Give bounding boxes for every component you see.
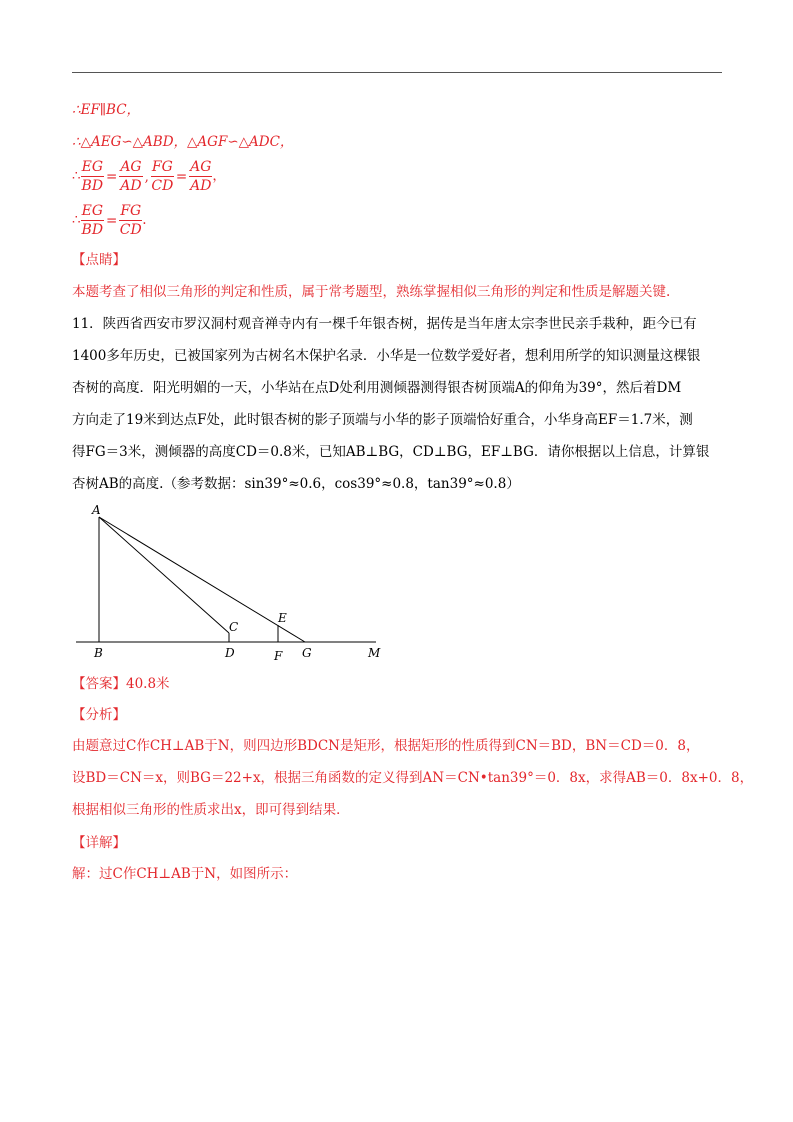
label-g: G xyxy=(302,646,312,660)
comment-text: 本题考查了相似三角形的判定和性质，属于常考题型，熟练掌握相似三角形的判定和性质是解题关键. xyxy=(72,284,671,300)
therefore-symbol: ∴ xyxy=(72,168,81,184)
problem-statement xyxy=(72,308,724,500)
answer-line xyxy=(72,674,170,694)
answer-value: 40.8米 xyxy=(126,676,170,692)
label-m: M xyxy=(368,646,381,660)
header-rule xyxy=(72,72,722,73)
analysis-line-3: 根据相似三角形的性质求出x，即可得到结果． xyxy=(72,802,350,818)
label-a: A xyxy=(92,503,101,517)
problem-line-5: 得FG＝3米，测倾器的高度CD＝0.8米，已知AB⊥BG，CD⊥BG，EF⊥BG．请你根据以上信息，计算银 xyxy=(72,444,710,460)
answer-header: 【答案】 xyxy=(72,676,126,692)
comment-header: 【点睛】 xyxy=(72,252,126,268)
analysis-line-2: 设BD＝CN＝x，则BG＝22+x，根据三角函数的定义得到AN＝CN•tan39°＝0．8x，求得AB＝0．8x+0．8， xyxy=(72,770,754,786)
analysis-line-1: 由题意过C作CH⊥AB于N，则四边形BDCN是矩形，根据矩形的性质得到CN＝BD，BN＝CD＝0．8， xyxy=(72,738,700,754)
fraction-fg-cd: $\frac{FG}{CD}$ xyxy=(151,159,174,194)
problem-line-1: 11．陕西省西安市罗汉洞村观音禅寺内有一棵千年银杏树，据传是当年唐太宗李世民亲手栽种，距今已有 xyxy=(72,316,697,332)
line-fraction-ratios: ∴ $\frac{EG}{BD}$ = $\frac{AG}{AD}$ , $\frac{FG}{CD}$ = $\frac{AG}{AD}$ ， xyxy=(72,159,226,194)
fraction-ag-ad-2: $\frac{AG}{AD}$ xyxy=(190,159,212,194)
geometry-diagram xyxy=(72,500,392,665)
sight-line-ac xyxy=(99,517,229,633)
problem-line-6: 杏树AB的高度.（参考数据：sin39°≈0.6，cos39°≈0.8，tan39°≈0.8） xyxy=(72,476,520,492)
problem-line-3: 杏树的高度．阳光明媚的一天，小华站在点D处利用测倾器测得银杏树顶端A的仰角为39°，然后着DM xyxy=(72,380,682,396)
problem-line-2: 1400多年历史，已被国家列为古树名木保护名录．小华是一位数学爱好者，想利用所学的知识测量这棵银 xyxy=(72,348,701,364)
fraction-eg-bd-2: $\frac{EG}{BD}$ xyxy=(81,203,104,238)
shadow-line-ag xyxy=(99,517,305,642)
line-similar-triangles: ∴△AEG∽△ABD，△AGF∽△ADC， xyxy=(72,134,294,150)
label-e: E xyxy=(278,611,287,625)
label-c: C xyxy=(229,620,239,634)
detail-text: 解：过C作CH⊥AB于N，如图所示： xyxy=(72,866,298,882)
fraction-eg-bd: $\frac{EG}{BD}$ xyxy=(81,159,104,194)
line-ef-parallel-bc: ∴EF∥BC， xyxy=(72,102,141,118)
fraction-ag-ad: $\frac{AG}{AD}$ xyxy=(120,159,142,194)
analysis-text xyxy=(72,730,754,826)
analysis-header: 【分析】 xyxy=(72,707,126,723)
fraction-fg-cd-2: $\frac{FG}{CD}$ xyxy=(119,203,142,238)
detail-header: 【详解】 xyxy=(72,835,126,851)
label-b: B xyxy=(94,646,103,660)
label-f: F xyxy=(274,649,283,663)
problem-line-4: 方向走了19米到达点F处，此时银杏树的影子顶端与小华的影子顶端恰好重合，小华身高EF＝1.7米，测 xyxy=(72,412,693,428)
label-d: D xyxy=(225,646,235,660)
line-conclusion-ratio: ∴ $\frac{EG}{BD}$ = $\frac{FG}{CD}$ . xyxy=(72,203,147,238)
therefore-symbol-2: ∴ xyxy=(72,212,81,228)
